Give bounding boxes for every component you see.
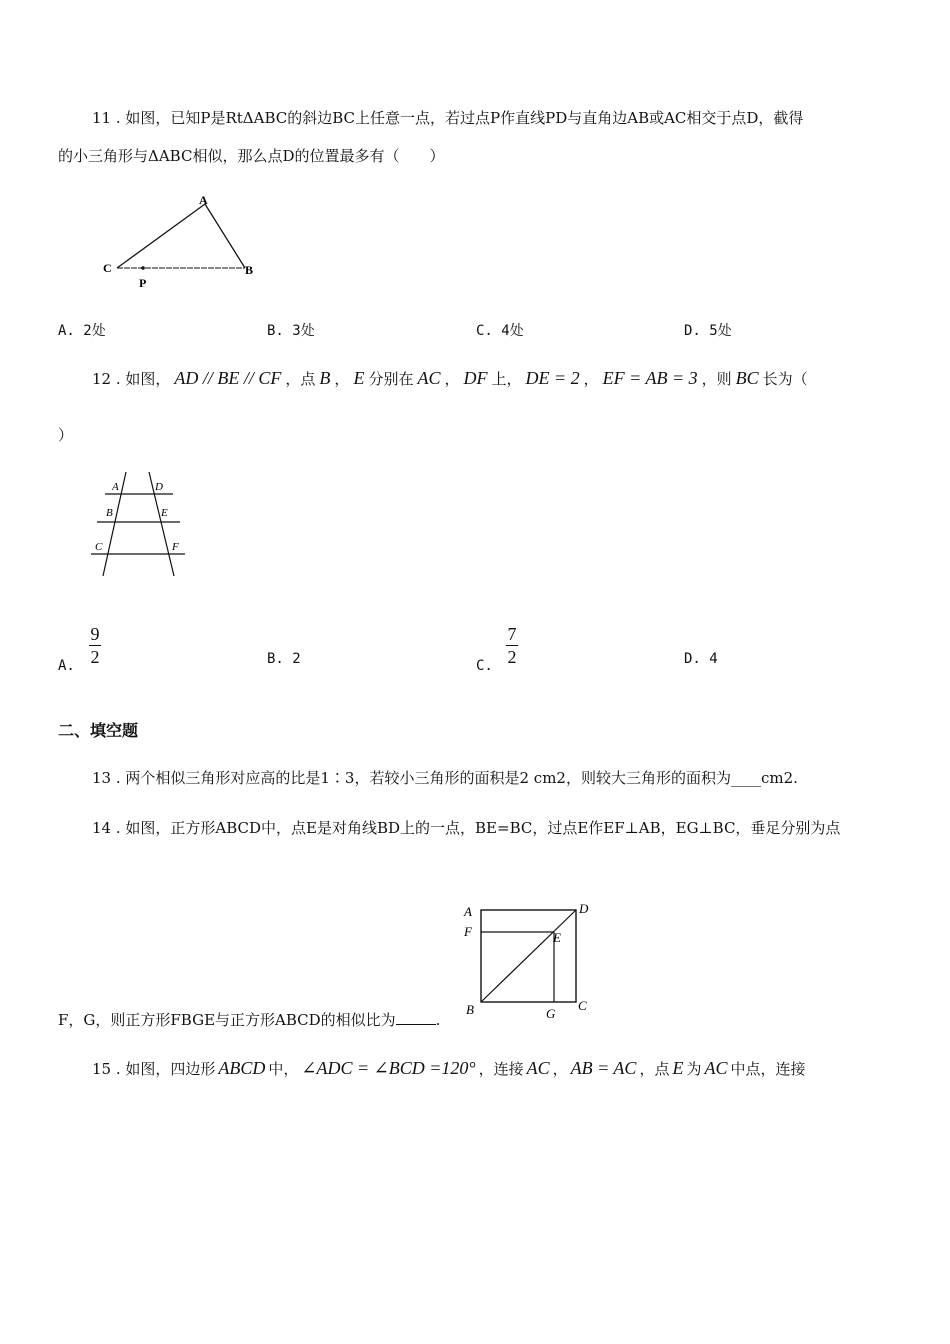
label-e: E <box>553 930 561 945</box>
label-e: E <box>161 507 168 519</box>
q12-line1 <box>92 368 808 389</box>
q12-text: 上， <box>491 370 522 388</box>
q12-option-b: B. 2 <box>267 651 301 667</box>
label-p: P <box>139 276 147 290</box>
label-c: C <box>95 541 103 553</box>
q15-text: 中点，连接 <box>730 1060 806 1078</box>
q15-angle-expr: ∠ADC = ∠BCD =120° <box>301 1058 476 1078</box>
q12-bc: BC <box>735 368 759 388</box>
q11-option-d: D. 5处 <box>684 323 732 339</box>
q15-quad: ABCD <box>218 1058 266 1078</box>
label-a: A <box>199 193 208 207</box>
q15-text: ， <box>552 1060 568 1078</box>
q11-line2: 的小三角形与ΔABC相似，那么点D的位置最多有（ ） <box>58 147 445 165</box>
q11-option-b: B. 3处 <box>267 323 315 339</box>
q14-text: F，G，则正方形FBGE与正方形ABCD的相似比为 <box>58 1011 396 1029</box>
label-a: A <box>464 904 472 919</box>
diagonal-bd <box>481 910 576 1002</box>
label-a: A <box>112 481 119 493</box>
q13-answer-blank: ____ <box>730 769 761 787</box>
fraction-numerator: 9 <box>90 624 100 644</box>
q15-text: 中， <box>268 1060 299 1078</box>
q14-line1: 14 . 如图，正方形ABCD中，点E是对角线BD上的一点，BE=BC，过点E作EF⊥AB，EG⊥BC，垂足分别为点 <box>92 819 841 837</box>
q12-line2: ） <box>58 426 74 444</box>
label-b: B <box>106 507 113 519</box>
q15-ac: AC <box>526 1058 550 1078</box>
fraction-bar <box>506 645 518 646</box>
q12-option-d: D. 4 <box>684 651 718 667</box>
fraction-bar <box>89 645 101 646</box>
q12-option-a-fraction <box>89 625 101 666</box>
q12-text: ， <box>583 370 599 388</box>
q15-line1 <box>92 1058 806 1079</box>
q12-parallel-expr: AD // BE // CF <box>174 368 282 388</box>
label-d: D <box>155 481 163 493</box>
q13-line <box>92 768 798 788</box>
triangle-sides <box>117 204 245 268</box>
q11-option-a: A. 2处 <box>58 323 106 339</box>
label-c: C <box>103 261 112 275</box>
q14-line2 <box>58 1010 440 1030</box>
fraction-denominator: 2 <box>90 647 100 667</box>
q15-text: ，点 <box>639 1060 670 1078</box>
label-b: B <box>466 1002 474 1017</box>
q13-text: 13 . 两个相似三角形对应高的比是1∶3，若较小三角形的面积是2 cm2，则较大三角形的面积为 <box>92 769 731 787</box>
q12-point-e: E <box>353 368 365 388</box>
q14-answer-blank <box>396 1010 436 1025</box>
label-f: F <box>172 541 179 553</box>
q15-text: 为 <box>686 1060 702 1078</box>
q12-text: ， <box>444 370 460 388</box>
q15-prefix: 15 . 如图，四边形 <box>92 1060 216 1078</box>
q12-text: 分别在 <box>368 370 414 388</box>
q14-suffix: . <box>435 1011 441 1029</box>
q12-ef-expr: EF = AB = 3 <box>602 368 698 388</box>
label-g: G <box>546 1006 556 1021</box>
q15-ab-ac: AB = AC <box>570 1058 637 1078</box>
label-b: B <box>245 263 254 277</box>
q15-ac-2: AC <box>704 1058 728 1078</box>
q12-line-df: DF <box>463 368 488 388</box>
fraction-denominator: 2 <box>507 647 517 667</box>
label-c: C <box>578 998 587 1013</box>
q12-option-c-label: C. <box>476 658 493 674</box>
q12-line-ac: AC <box>417 368 441 388</box>
point-p <box>141 266 145 270</box>
q12-text: 长为（ <box>762 370 808 388</box>
q15-text: ，连接 <box>478 1060 524 1078</box>
q15-e: E <box>672 1058 684 1078</box>
fraction-numerator: 7 <box>507 624 517 644</box>
q12-text: ，则 <box>701 370 732 388</box>
q12-de-expr: DE = 2 <box>525 368 580 388</box>
q12-parallel-lines-figure <box>85 468 190 580</box>
q13-suffix: cm2. <box>760 769 798 787</box>
label-d: D <box>579 901 589 916</box>
q12-option-a-label: A. <box>58 658 75 674</box>
q12-prefix: 12 . 如图， <box>92 370 171 388</box>
q14-square-figure <box>458 898 598 1023</box>
section-title: 二、填空题 <box>58 721 139 740</box>
q11-option-c: C. 4处 <box>476 323 524 339</box>
q12-text: ， <box>334 370 350 388</box>
q12-text: ，点 <box>285 370 316 388</box>
label-f: F <box>464 924 472 939</box>
q11-line1: 11 . 如图，已知P是RtΔABC的斜边BC上任意一点，若过点P作直线PD与直角边AB或AC相交于点D，截得 <box>92 109 804 127</box>
q12-point-b: B <box>319 368 331 388</box>
q12-option-c-fraction <box>506 625 518 666</box>
q11-triangle-figure <box>95 190 265 290</box>
